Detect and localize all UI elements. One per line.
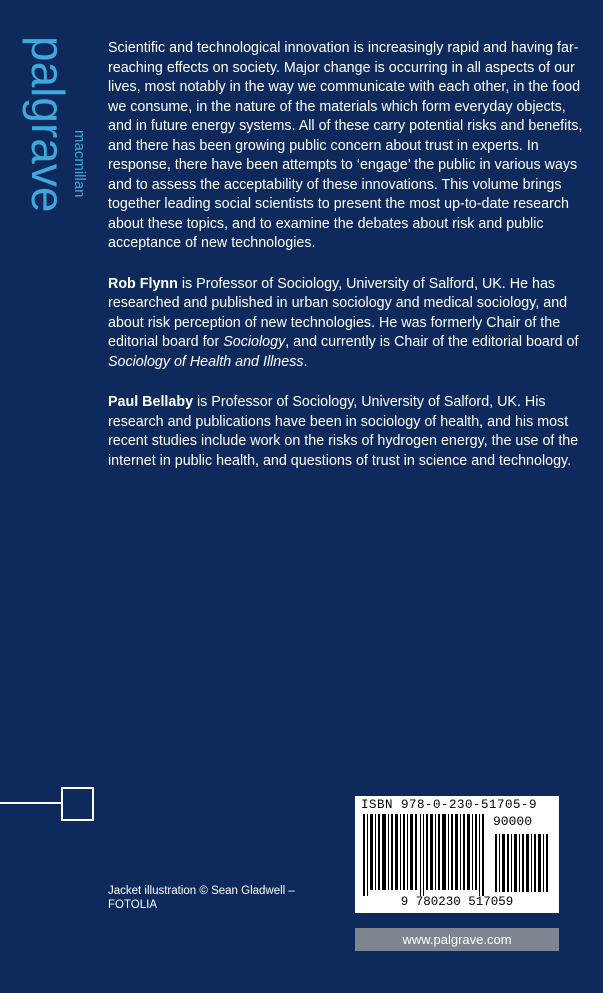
bio-text: is Professor of Sociology, University of Salford, UK. He has researched and published in urban sociology and medical sociology, and about risk perception of new technologies. He was formerly Chair of the editorial board for <box>108 275 568 350</box>
bio-text: is Professor of Sociology, University of Salford, UK. His research and publications have been in sociology of health, and his most recent studies include work on the risks of hydrogen energy, the use of the internet in public health, and questions of trust in science and technology. <box>108 394 579 469</box>
author-bio-bellaby <box>108 393 584 471</box>
journal-title: Sociology of Health and Illness <box>108 353 304 370</box>
barcode-addon-icon <box>495 834 551 892</box>
author-name: Paul Bellaby <box>108 394 194 410</box>
logo-sub: macmillan <box>71 130 88 198</box>
palgrave-logo <box>22 36 88 226</box>
decorative-box <box>61 787 94 821</box>
logo-brand: palgrave <box>22 36 74 213</box>
journal-title: Sociology <box>223 334 286 350</box>
isbn-text: ISBN 978-0-230-51705-9 <box>361 798 538 812</box>
price-code: 90000 <box>493 814 533 829</box>
isbn-barcode <box>355 796 559 913</box>
bio-text: . <box>303 353 308 370</box>
bio-text: , and currently is Chair of the editorial board of <box>285 334 579 350</box>
author-bio-flynn <box>108 275 584 373</box>
decorative-line <box>0 802 62 804</box>
ean-digits: 9 780230 517059 <box>400 895 514 909</box>
barcode-main-icon <box>363 814 485 896</box>
blurb-paragraph: Scientific and technological innovation is increasingly rapid and having far-reaching effects on society. Major change is occurring in all aspects of our lives, most notably in the way we communicate with each other, in the food we consume, in the nature of the materials which form everyday objects, and in future energy systems. All of these carry potential risks and benefits, and there has been growing public concern about trust in experts. In response, there have been attempts to ‘engage’ the public in various ways and to assess the acceptability of these innovations. This volume brings together leading social scientists to present the most up-to-date research about these topics, and to examine the debates about risk and public acceptance of new technologies. <box>108 40 583 251</box>
jacket-credit: Jacket illustration © Sean Gladwell – FOTOLIA <box>108 885 295 911</box>
back-cover-text <box>108 39 584 492</box>
website-url[interactable]: www.palgrave.com <box>355 928 559 951</box>
author-name: Rob Flynn <box>108 275 178 292</box>
